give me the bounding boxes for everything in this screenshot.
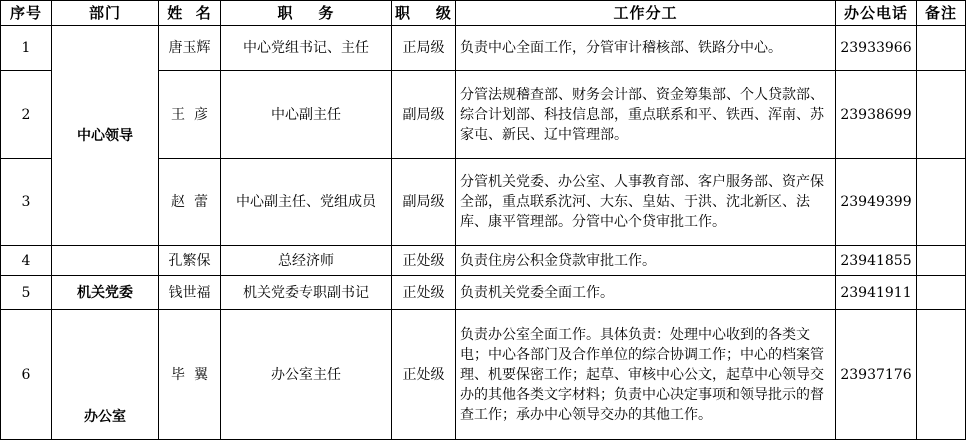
cell-seq: 1 <box>1 26 52 71</box>
cell-duty: 负责办公室全面工作。具体负责：处理中心收到的各类文电；中心各部门及合作单位的综合协调工作；中心的档案管理、机要保密工作；起草、审核中心公文，起草中心领导交办的其他各类文字材料；负责中心决定事项和领导批示的督查工作；承办中心领导交办的其他工作。 <box>456 310 836 440</box>
cell-seq: 3 <box>1 159 52 246</box>
cell-duty: 分管机关党委、办公室、人事教育部、客户服务部、资产保全部，重点联系沈河、大东、皇姑、于洪、沈北新区、法库、康平管理部。分管中心个贷审批工作。 <box>456 159 836 246</box>
col-header-post: 职 务 <box>221 1 392 26</box>
table-row <box>1 276 966 310</box>
table-row <box>1 310 966 440</box>
dept-cell-office <box>52 310 159 440</box>
cell-remark <box>917 71 966 159</box>
cell-phone: 23941911 <box>836 276 917 310</box>
col-header-level: 职 级 <box>392 1 456 26</box>
cell-phone: 23938699 <box>836 71 917 159</box>
cell-level: 副局级 <box>392 159 456 246</box>
cell-seq: 4 <box>1 246 52 276</box>
cell-remark <box>917 159 966 246</box>
cell-name: 王 彦 <box>159 71 221 159</box>
col-header-seq: 序号 <box>1 1 52 26</box>
dept-cell-party: 机关党委 <box>52 276 159 310</box>
cell-level: 正处级 <box>392 310 456 440</box>
cell-duty: 负责住房公积金贷款审批工作。 <box>456 246 836 276</box>
cell-remark <box>917 276 966 310</box>
cell-post: 总经济师 <box>221 246 392 276</box>
cell-duty: 负责机关党委全面工作。 <box>456 276 836 310</box>
cell-level: 正处级 <box>392 276 456 310</box>
header-row <box>1 1 966 26</box>
cell-phone: 23933966 <box>836 26 917 71</box>
cell-level: 副局级 <box>392 71 456 159</box>
cell-name: 唐玉辉 <box>159 26 221 71</box>
cell-remark <box>917 310 966 440</box>
cell-level: 正处级 <box>392 246 456 276</box>
cell-duty: 负责中心全面工作，分管审计稽核部、铁路分中心。 <box>456 26 836 71</box>
col-header-phone: 办公电话 <box>836 1 917 26</box>
cell-post: 机关党委专职副书记 <box>221 276 392 310</box>
cell-name: 孔繁保 <box>159 246 221 276</box>
cell-name: 赵 蕾 <box>159 159 221 246</box>
cell-seq: 6 <box>1 310 52 440</box>
col-header-name: 姓 名 <box>159 1 221 26</box>
cell-seq: 5 <box>1 276 52 310</box>
cell-duty: 分管法规稽查部、财务会计部、资金筹集部、个人贷款部、综合计划部、科技信息部，重点联系和平、铁西、浑南、苏家屯、新民、辽中管理部。 <box>456 71 836 159</box>
cell-post: 中心党组书记、主任 <box>221 26 392 71</box>
cell-phone: 23941855 <box>836 246 917 276</box>
table-row <box>1 246 966 276</box>
cell-remark <box>917 246 966 276</box>
cell-name: 钱世福 <box>159 276 221 310</box>
dept-cell-empty <box>52 246 159 276</box>
col-header-duty: 工作分工 <box>456 1 836 26</box>
dept-cell-leadership: 中心领导 <box>52 26 159 246</box>
cell-seq: 2 <box>1 71 52 159</box>
table-row <box>1 26 966 71</box>
dept-office-label: 办公室 <box>84 409 126 425</box>
cell-post: 办公室主任 <box>221 310 392 440</box>
cell-name: 毕 翼 <box>159 310 221 440</box>
cell-phone: 23949399 <box>836 159 917 246</box>
cell-post: 中心副主任 <box>221 71 392 159</box>
cell-level: 正局级 <box>392 26 456 71</box>
col-header-remark: 备注 <box>917 1 966 26</box>
cell-phone: 23937176 <box>836 310 917 440</box>
col-header-dept: 部门 <box>52 1 159 26</box>
cell-remark <box>917 26 966 71</box>
cell-post: 中心副主任、党组成员 <box>221 159 392 246</box>
